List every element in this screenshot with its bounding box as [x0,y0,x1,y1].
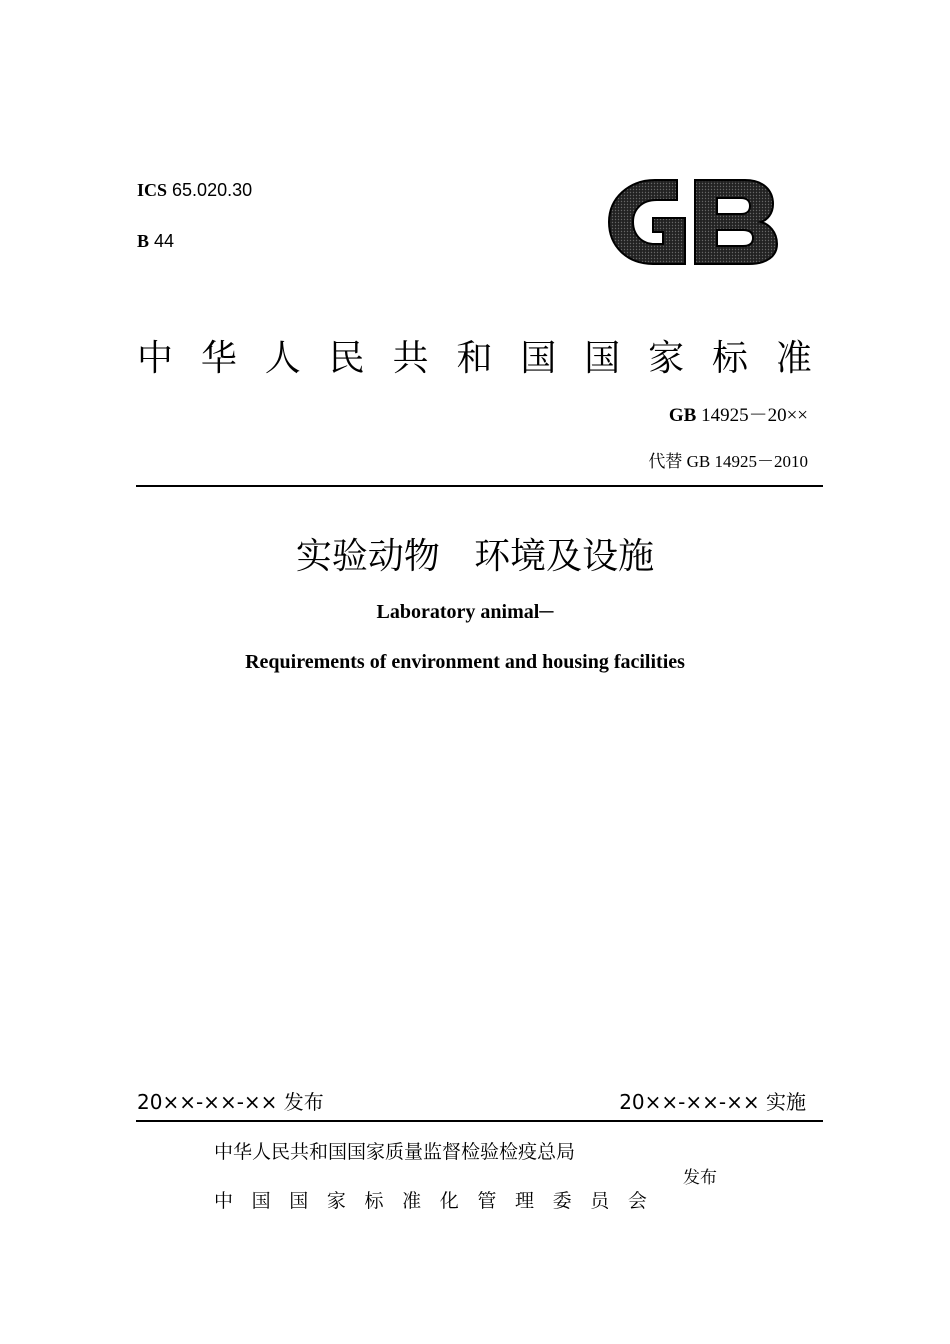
title-char: 共 [392,338,429,379]
title-char: 国 [584,338,621,379]
ccs-value: 44 [154,231,175,251]
title-char: 华 [200,338,237,379]
ccs-label: B [137,231,150,251]
divider-top [136,485,823,487]
gb-emblem-icon [605,176,780,268]
document-title-chinese: 实验动物 环境及设施 [295,536,655,577]
standard-code-prefix: GB [668,405,697,426]
title-char: 民 [328,338,365,379]
title-char: 中 [137,338,174,379]
standard-category-title [137,330,812,381]
title-char: 人 [264,338,301,379]
org-char: 理 [515,1190,535,1212]
org-char: 员 [590,1190,610,1212]
org-char: 会 [627,1190,647,1212]
standard-code-value: 14925－20×× [701,405,808,426]
issue-date: 20××-××-×× 发布 [137,1090,324,1114]
ics-code [137,180,252,201]
standard-number [669,400,808,427]
title-char: 和 [456,338,493,379]
document-title-english-line1: Laboratory animal─ [376,601,554,623]
title-char: 标 [712,338,749,379]
org-char: 委 [552,1190,572,1212]
org-char: 国 [251,1190,271,1212]
title-char: 家 [648,338,685,379]
title-char: 准 [775,338,812,379]
org-char: 标 [364,1190,384,1212]
issuer-org-1: 中华人民共和国国家质量监督检验检疫总局 [214,1141,576,1163]
org-char: 家 [326,1190,346,1212]
org-char: 管 [477,1190,497,1212]
org-char: 准 [402,1190,422,1212]
publish-label: 发布 [683,1168,717,1188]
ics-label: ICS [137,180,168,200]
replaces-standard: 代替 GB 14925－2010 [648,452,808,471]
title-char: 国 [520,338,557,379]
issuer-org-2 [214,1186,647,1213]
divider-bottom [136,1120,823,1122]
org-char: 国 [289,1190,309,1212]
document-title-english-line2: Requirements of environment and housing facilities [245,651,685,673]
org-char: 化 [439,1190,459,1212]
ccs-code [137,231,174,252]
org-char: 中 [214,1190,234,1212]
ics-value: 65.020.30 [172,180,253,200]
implementation-date: 20××-××-×× 实施 [619,1090,806,1114]
